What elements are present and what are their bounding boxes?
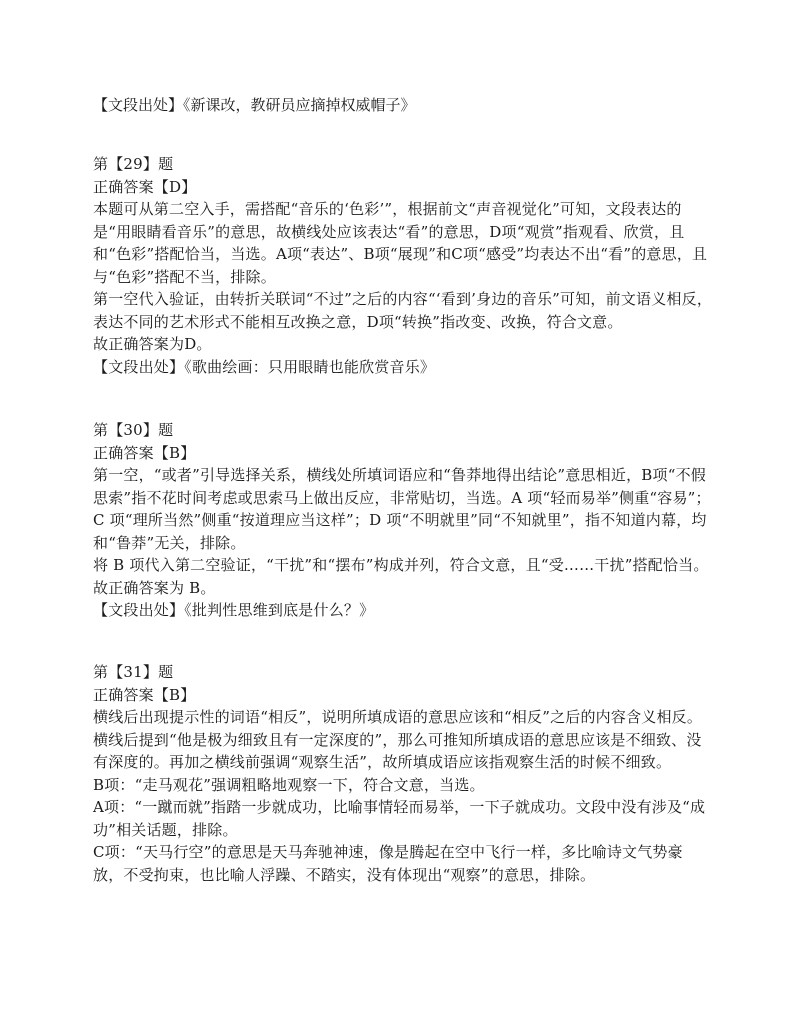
explanation-paragraph: 将 B 项代入第二空验证，“干扰”和“摆布”构成并列，符合文意，且“受……干扰”搭配恰当。 bbox=[93, 556, 709, 574]
option-analysis: A项：“一蹴而就”指踏一步就成功，比喻事情轻而易举，一下子就成功。文段中没有涉及“成功”相关话题，排除。 bbox=[93, 798, 706, 839]
question-29-section bbox=[93, 153, 713, 378]
question-title: 第【31】题 bbox=[93, 663, 174, 681]
question-title: 第【30】题 bbox=[93, 421, 174, 439]
question-31-section bbox=[93, 661, 713, 886]
correct-answer: 正确答案【D】 bbox=[93, 177, 197, 196]
correct-answer: 正确答案【B】 bbox=[93, 685, 196, 704]
explanation-paragraph: 第一空，“或者”引导选择关系，横线处所填词语应和“鲁莽地得出结论”意思相近，B项“不假思索”指不花时间考虑或思索马上做出反应，非常贴切，当选。A 项“轻而易举”侧重“容易”；C 项“理所当然”侧重“按道理应当这样”；D 项“不明就里”同“不知就里”，指不知道内幕，均和“鲁莽”无关，排除。 bbox=[93, 466, 711, 552]
question-title: 第【29】题 bbox=[93, 155, 174, 173]
source-citation: 【文段出处】《批判性思维到底是什么？》 bbox=[93, 601, 375, 619]
question-30-section bbox=[93, 419, 713, 622]
option-analysis: B项：“走马观花”强调粗略地观察一下，符合文意，当选。 bbox=[93, 775, 485, 794]
explanation-paragraph: 横线后出现提示性的词语“相反”，说明所填成语的意思应该和“相反”之后的内容含义相反。横线后提到“他是极为细致且有一定深度的”，那么可推知所填成语的意思应该是不细致、没有深度的。再加之横线前强调“观察生活”，故所填成语应该指观察生活的时候不细致。 bbox=[93, 708, 703, 771]
source-citation: 【文段出处】《歌曲绘画：只用眼睛也能欣赏音乐》 bbox=[93, 357, 436, 376]
explanation-paragraph: 本题可从第二空入手，需搭配“音乐的‘色彩’”，根据前文“声音视觉化”可知，文段表达的是“用眼睛看音乐”的意思，故横线处应该表达“看”的意思，D项“观赏”指观看、欣赏，且和“色彩”搭配恰当，当选。A项“表达”、B项“展现”和C项“感受”均表达不出“看”的意思，且与“色彩”搭配不当，排除。 bbox=[93, 200, 708, 286]
conclusion-text: 故正确答案为 B。 bbox=[93, 578, 216, 597]
source-citation-top: 【文段出处】《新课改，教研员应摘掉权威帽子》 bbox=[93, 96, 416, 114]
correct-answer: 正确答案【B】 bbox=[93, 443, 196, 462]
option-analysis: C项：“天马行空”的意思是天马奔驰神速，像是腾起在空中飞行一样，多比喻诗文气势豪放，不受拘束，也比喻人浮躁、不踏实，没有体现出“观察”的意思，排除。 bbox=[93, 843, 683, 884]
explanation-paragraph: 第一空代入验证，由转折关联词“不过”之后的内容“‘看到’身边的音乐”可知，前文语义相反，表达不同的艺术形式不能相互改换之意，D项“转换”指改变、改换，符合文意。 bbox=[93, 290, 713, 331]
conclusion-text: 故正确答案为D。 bbox=[93, 335, 212, 353]
